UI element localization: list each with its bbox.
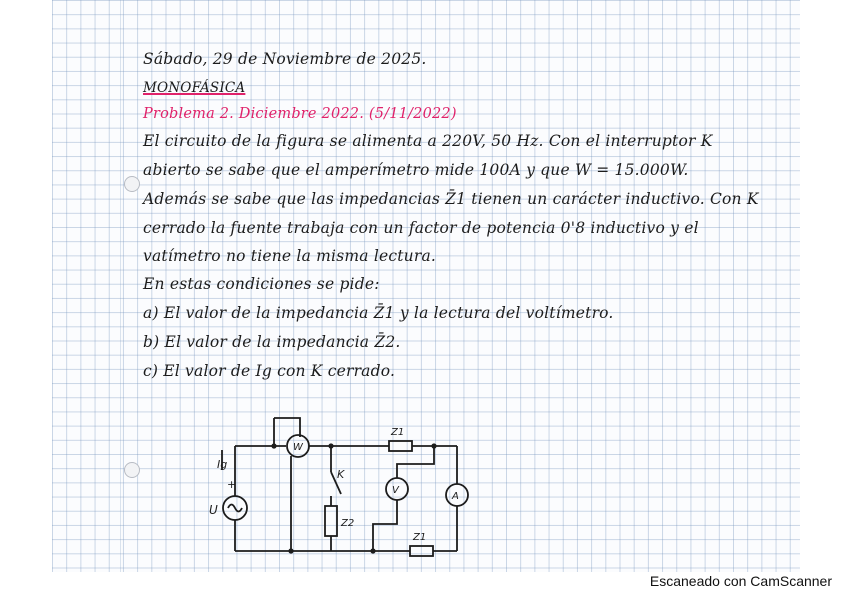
switch-k-label: K — [337, 468, 345, 481]
date-line: Sábado, 29 de Noviembre de 2025. — [143, 50, 427, 68]
statement-line: abierto se sabe que el amperímetro mide 100A y que W = 15.000W. — [143, 161, 689, 179]
scanner-watermark: Escaneado con CamScanner — [649, 573, 832, 589]
page-margin-line — [120, 0, 121, 572]
statement-line: cerrado la fuente trabaja con un factor de potencia 0'8 inductivo y el — [143, 219, 699, 237]
statement-line: vatímetro no tiene la misma lectura. — [143, 247, 437, 265]
statement-line: Además se sabe que las impedancias Z̄1 tienen un carácter inductivo. Con K — [143, 190, 759, 208]
question-b: b) El valor de la impedancia Z̄2. — [143, 333, 401, 351]
binder-hole-icon — [124, 176, 140, 192]
junction-dot — [328, 443, 333, 448]
z2-impedance — [325, 506, 337, 536]
wire — [274, 418, 300, 437]
circuit-diagram — [205, 408, 475, 558]
statement-line: El circuito de la figura se alimenta a 220V, 50 Hz. Con el interruptor K — [143, 132, 713, 150]
binder-hole-icon — [124, 462, 140, 478]
source-label: U — [209, 503, 218, 517]
sine-wave-icon — [228, 505, 242, 512]
topic-heading: MONOFÁSICA — [143, 80, 246, 96]
wire — [373, 500, 397, 551]
z1-bottom-impedance — [410, 546, 433, 556]
z1-top-impedance — [389, 441, 412, 451]
problem-reference: Problema 2. Diciembre 2022. (5/11/2022) — [143, 106, 457, 122]
question-a: a) El valor de la impedancia Z̄1 y la lectura del voltímetro. — [143, 304, 614, 322]
wattmeter-symbol: W — [293, 442, 303, 453]
z1-bottom-label: Z1 — [413, 532, 427, 543]
junction-dot — [288, 548, 293, 553]
z2-label: Z2 — [341, 518, 355, 529]
z1-top-label: Z1 — [391, 427, 405, 438]
current-label: Ig — [217, 458, 228, 471]
junction-dot — [370, 548, 375, 553]
junction-dot — [431, 443, 436, 448]
source-plus-label: + — [227, 478, 237, 491]
question-c: c) El valor de Ig con K cerrado. — [143, 362, 396, 380]
statement-line: En estas condiciones se pide: — [143, 275, 380, 293]
voltmeter-symbol: V — [392, 485, 399, 496]
junction-dot — [271, 443, 276, 448]
ammeter-symbol: A — [452, 491, 459, 502]
